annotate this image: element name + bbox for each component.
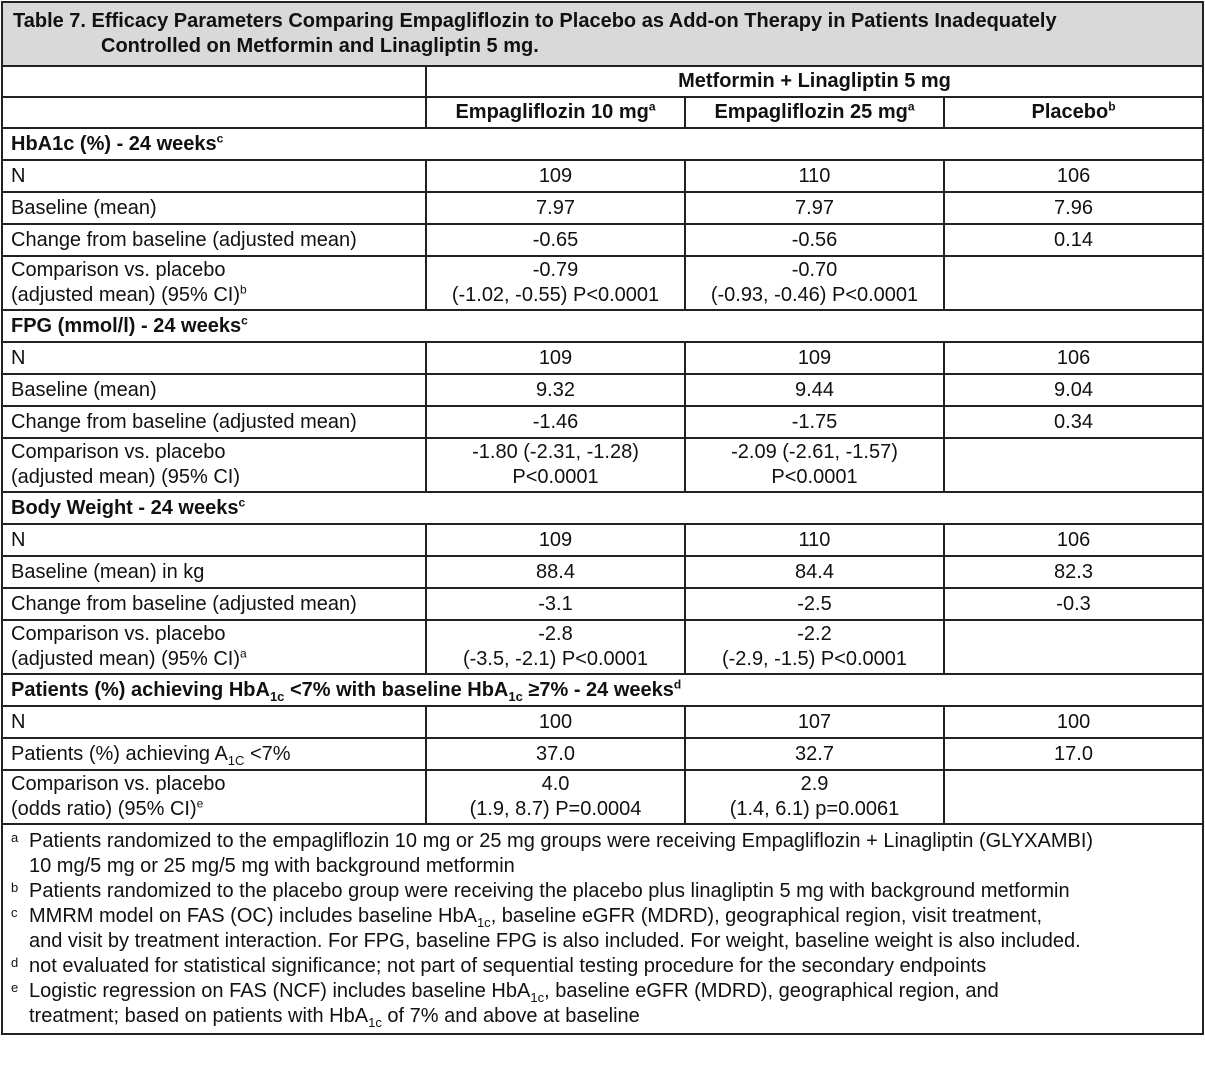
row-label: N bbox=[2, 706, 426, 738]
row-label: Change from baseline (adjusted mean) bbox=[2, 224, 426, 256]
footnote-e: e Logistic regression on FAS (NCF) includes baseline HbA$_{1c}$, baseline eGFR (MDRD), geographical region, and treatment; based on patients with HbA$_{1c}$ of 7% and above at baseline bbox=[11, 980, 999, 1030]
table-row bbox=[2, 256, 1203, 310]
footnote-c: c MMRM model on FAS (OC) includes baseline HbA$_{1c}$, baseline eGFR (MDRD), geographical region, visit treatment, and visit by treatment interaction. For FPG, baseline FPG is also included. For weight, baseline weight is also included. bbox=[11, 905, 1081, 952]
cell-value: 100 bbox=[944, 706, 1203, 738]
table-row bbox=[2, 374, 1203, 406]
cell-value: 110 bbox=[685, 524, 944, 556]
row-label: Baseline (mean) bbox=[2, 192, 426, 224]
column-header-row bbox=[2, 97, 1203, 128]
footnotes-row bbox=[2, 824, 1203, 1034]
section-title-weight: Body Weight - 24 weeks$^c$ bbox=[2, 492, 1203, 524]
cell-value: 110 bbox=[685, 160, 944, 192]
footnote-a: a Patients randomized to the empagliflozin 10 mg or 25 mg groups were receiving Empagliflozin + Linagliptin (GLYXAMBI) 10 mg/5 mg or 25 mg/5 mg with background metformin bbox=[11, 830, 1094, 877]
row-label: N bbox=[2, 524, 426, 556]
row-label: Comparison vs. placebo (adjusted mean) (95% CI)$^a$ bbox=[2, 620, 426, 674]
cell-value: 9.44 bbox=[685, 374, 944, 406]
cell-value: 109 bbox=[426, 160, 685, 192]
cell-value: 106 bbox=[944, 342, 1203, 374]
group-header-row bbox=[2, 66, 1203, 97]
footnotes bbox=[2, 824, 1203, 1034]
row-label: Comparison vs. placebo (odds ratio) (95% CI)$^e$ bbox=[2, 770, 426, 824]
row-label: Change from baseline (adjusted mean) bbox=[2, 588, 426, 620]
row-label: N bbox=[2, 160, 426, 192]
section-title-fpg: FPG (mmol/l) - 24 weeks$^c$ bbox=[2, 310, 1203, 342]
title-line-2: Controlled on Metformin and Linagliptin 5 mg. bbox=[101, 35, 539, 57]
cell-value: 7.97 bbox=[685, 192, 944, 224]
cell-value: 82.3 bbox=[944, 556, 1203, 588]
cell-value: 109 bbox=[685, 342, 944, 374]
section-title-achieving: Patients (%) achieving HbA$_{1c}$ <7% with baseline HbA$_{1c}$ ≥7% - 24 weeks$^d$ bbox=[2, 674, 1203, 706]
column-header-placebo: Placebo$^b$ bbox=[944, 97, 1203, 128]
cell-value: -0.79 (-1.02, -0.55) P<0.0001 bbox=[426, 256, 685, 310]
title-row bbox=[2, 2, 1203, 66]
row-label: Change from baseline (adjusted mean) bbox=[2, 406, 426, 438]
cell-empty bbox=[944, 256, 1203, 310]
cell-value: 7.96 bbox=[944, 192, 1203, 224]
table-row bbox=[2, 438, 1203, 492]
cell-value: 2.9 (1.4, 6.1) p=0.0061 bbox=[685, 770, 944, 824]
cell-empty bbox=[944, 770, 1203, 824]
cell-empty bbox=[944, 620, 1203, 674]
footnote-b: b Patients randomized to the placebo group were receiving the placebo plus linagliptin 5 mg with background metformin bbox=[11, 880, 1070, 902]
row-label: Comparison vs. placebo (adjusted mean) (95% CI)$^b$ bbox=[2, 256, 426, 310]
table-row bbox=[2, 770, 1203, 824]
footnote-d: d not evaluated for statistical significance; not part of sequential testing procedure for the secondary endpoints bbox=[11, 955, 987, 977]
row-label: N bbox=[2, 342, 426, 374]
table-row bbox=[2, 160, 1203, 192]
row-label: Baseline (mean) bbox=[2, 374, 426, 406]
table-row bbox=[2, 588, 1203, 620]
cell-value: 88.4 bbox=[426, 556, 685, 588]
cell-value: 0.34 bbox=[944, 406, 1203, 438]
cell-value: -2.5 bbox=[685, 588, 944, 620]
group-header: Metformin + Linagliptin 5 mg bbox=[426, 66, 1203, 97]
cell-value: 9.32 bbox=[426, 374, 685, 406]
cell-value: 0.14 bbox=[944, 224, 1203, 256]
cell-value: 100 bbox=[426, 706, 685, 738]
cell-value: 37.0 bbox=[426, 738, 685, 770]
cell-value: 106 bbox=[944, 524, 1203, 556]
section-title-hba1c: HbA1c (%) - 24 weeks$^c$ bbox=[2, 128, 1203, 160]
efficacy-table bbox=[1, 1, 1204, 1035]
cell-value: -2.8 (-3.5, -2.1) P<0.0001 bbox=[426, 620, 685, 674]
cell-value: -3.1 bbox=[426, 588, 685, 620]
cell-value: 7.97 bbox=[426, 192, 685, 224]
table-row bbox=[2, 556, 1203, 588]
cell-value: 9.04 bbox=[944, 374, 1203, 406]
empty-header-cell bbox=[2, 66, 426, 97]
cell-value: -0.56 bbox=[685, 224, 944, 256]
table-row bbox=[2, 192, 1203, 224]
title-line-1: Table 7. Efficacy Parameters Comparing Empagliflozin to Placebo as Add-on Therapy in Patients Inadequately bbox=[13, 10, 1057, 32]
table-row bbox=[2, 524, 1203, 556]
cell-value: -1.80 (-2.31, -1.28) P<0.0001 bbox=[426, 438, 685, 492]
table-row bbox=[2, 224, 1203, 256]
table-row bbox=[2, 342, 1203, 374]
cell-value: -0.70 (-0.93, -0.46) P<0.0001 bbox=[685, 256, 944, 310]
row-label: Comparison vs. placebo (adjusted mean) (95% CI) bbox=[2, 438, 426, 492]
cell-value: 109 bbox=[426, 342, 685, 374]
table-title bbox=[2, 2, 1203, 66]
cell-value: 106 bbox=[944, 160, 1203, 192]
section-row-weight bbox=[2, 492, 1203, 524]
cell-value: -0.65 bbox=[426, 224, 685, 256]
cell-empty bbox=[944, 438, 1203, 492]
cell-value: 32.7 bbox=[685, 738, 944, 770]
cell-value: 109 bbox=[426, 524, 685, 556]
cell-value: 84.4 bbox=[685, 556, 944, 588]
cell-value: 107 bbox=[685, 706, 944, 738]
cell-value: -2.09 (-2.61, -1.57) P<0.0001 bbox=[685, 438, 944, 492]
row-label: Baseline (mean) in kg bbox=[2, 556, 426, 588]
row-label: Patients (%) achieving $A_{1C} <7\%$ bbox=[2, 738, 426, 770]
section-row-hba1c bbox=[2, 128, 1203, 160]
cell-value: -2.2 (-2.9, -1.5) P<0.0001 bbox=[685, 620, 944, 674]
section-row-fpg bbox=[2, 310, 1203, 342]
cell-value: -1.46 bbox=[426, 406, 685, 438]
column-header-empa25: Empagliflozin 25 $mg^a$ bbox=[685, 97, 944, 128]
cell-value: -1.75 bbox=[685, 406, 944, 438]
section-row-achieving bbox=[2, 674, 1203, 706]
cell-value: -0.3 bbox=[944, 588, 1203, 620]
cell-value: 4.0 (1.9, 8.7) P=0.0004 bbox=[426, 770, 685, 824]
table-row bbox=[2, 406, 1203, 438]
table-row bbox=[2, 620, 1203, 674]
table-row bbox=[2, 706, 1203, 738]
column-header-empa10: Empagliflozin 10 $mg^a$ bbox=[426, 97, 685, 128]
table-row bbox=[2, 738, 1203, 770]
empty-header-cell bbox=[2, 97, 426, 128]
cell-value: 17.0 bbox=[944, 738, 1203, 770]
